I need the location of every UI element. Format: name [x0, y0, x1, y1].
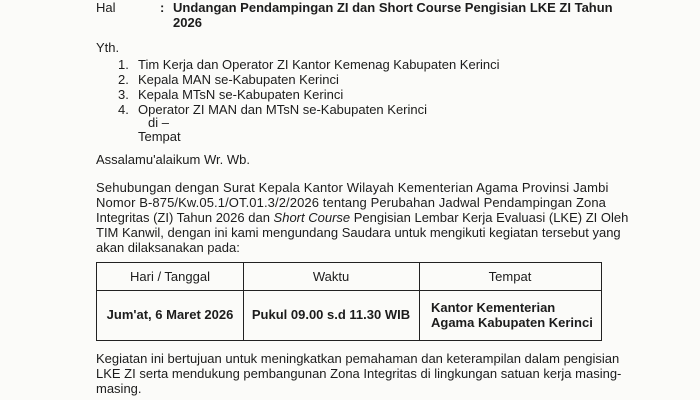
body-text: Integritas (ZI) Tahun 2026 dan	[96, 210, 274, 225]
body-line: masing.	[96, 381, 142, 396]
hal-colon: :	[160, 0, 165, 15]
body-line: Sehubungan dengan Surat Kepala Kantor Wilayah Kementerian Agama Provinsi Jambi	[96, 180, 609, 195]
recipient-item: Tim Kerja dan Operator ZI Kantor Kemenag Kabupaten Kerinci	[138, 57, 500, 72]
greeting: Assalamu'alaikum Wr. Wb.	[96, 152, 250, 167]
row-cell-time: Pukul 09.00 s.d 11.30 WIB	[251, 307, 411, 322]
header-cell-date: Hari / Tanggal	[130, 269, 210, 284]
header-cell-place: Tempat	[488, 269, 532, 284]
subject-line-2: 2026	[173, 15, 202, 30]
body-line: TIM Kanwil, dengan ini kami mengundang Saudara untuk mengikuti kegiatan tersebut yang	[96, 225, 621, 240]
body-line: Nomor B-875/Kw.05.1/OT.01.3/2/2026 tentang Perubahan Jadwal Pendampingan Zona	[96, 195, 606, 210]
table-divider	[97, 290, 601, 291]
recipient-num: 2.	[118, 72, 129, 87]
body-line: LKE ZI serta mendukung pembangunan Zona Integritas di lingkungan satuan kerja masing-	[96, 366, 622, 381]
tempat-label: Tempat	[138, 129, 181, 144]
row-cell-place: Kantor Kementerian	[431, 300, 556, 315]
body-text: Pengisian Lembar Kerja Evaluasi (LKE) ZI Oleh	[350, 210, 629, 225]
recipient-item: Kepala MTsN se-Kabupaten Kerinci	[138, 87, 344, 102]
short-course-italic: Short Course	[273, 210, 351, 225]
row-cell-place: Agama Kabupaten Kerinci	[431, 315, 593, 330]
subject-line-1: Undangan Pendampingan ZI dan Short Course Pengisian LKE ZI Tahun	[173, 0, 613, 15]
body-line: akan dilaksanakan pada:	[96, 240, 240, 255]
hal-label: Hal	[96, 0, 116, 15]
schedule-table	[96, 262, 602, 341]
recipient-num: 4.	[118, 102, 129, 117]
recipient-num: 3.	[118, 87, 129, 102]
body-line: Kegiatan ini bertujuan untuk meningkatkan pemahaman dan keterampilan dalam pengisian	[96, 351, 620, 366]
recipient-item: Operator ZI MAN dan MTsN se-Kabupaten Kerinci	[138, 102, 428, 117]
recipient-item: Kepala MAN se-Kabupaten Kerinci	[138, 72, 339, 87]
recipient-num: 1.	[118, 57, 129, 72]
header-cell-time: Waktu	[312, 269, 350, 284]
di-label: di –	[148, 115, 169, 130]
body-line	[96, 210, 628, 225]
yth-label: Yth.	[96, 40, 120, 55]
row-cell-date: Jum'at, 6 Maret 2026	[106, 307, 234, 322]
